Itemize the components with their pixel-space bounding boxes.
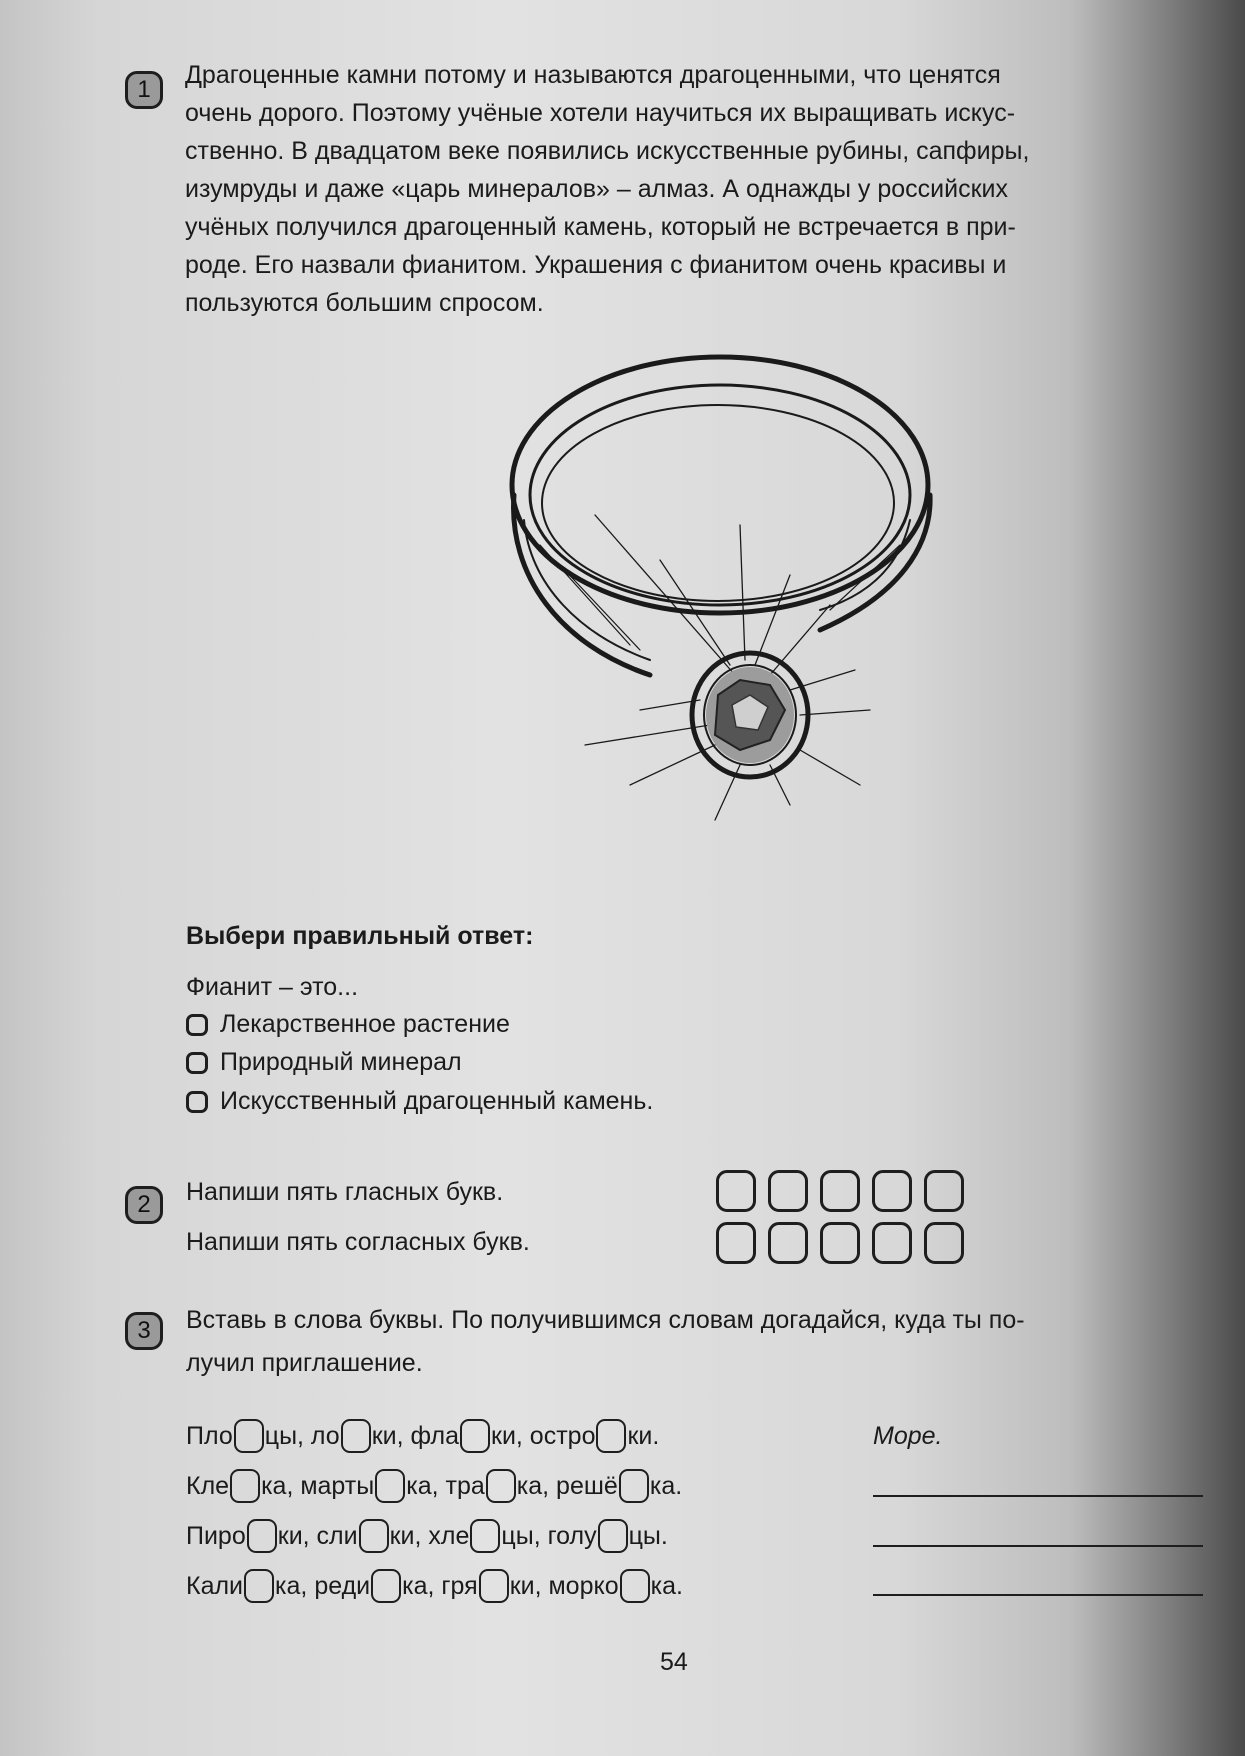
paragraph-line: изумруды и даже «царь минералов» – алмаз. А однажды у российских: [185, 175, 1008, 203]
answer-option[interactable]: [186, 1010, 510, 1039]
letter-input-box[interactable]: [820, 1170, 860, 1212]
word-fragment: ки, остро: [491, 1421, 596, 1450]
word-fragment: ки.: [627, 1421, 660, 1450]
missing-letter-box[interactable]: [244, 1569, 274, 1603]
paragraph-line: Драгоценные камни потому и называются драгоценными, что ценятся: [185, 61, 1001, 89]
word-fragment: ки, фла: [371, 1421, 460, 1450]
missing-letter-box[interactable]: [619, 1469, 649, 1503]
letter-input-box[interactable]: [768, 1222, 808, 1264]
word-fragment: ка.: [650, 1571, 683, 1600]
missing-letter-box[interactable]: [596, 1419, 626, 1453]
answer-option-label: Лекарственное растение: [220, 1010, 510, 1038]
word-fragment: ки, сли: [277, 1521, 358, 1550]
letter-input-box[interactable]: [924, 1170, 964, 1212]
word-fragment: ка, гря: [402, 1571, 478, 1600]
word-fragment: Кали: [186, 1571, 244, 1600]
word-fragment: ки, хле: [389, 1521, 470, 1550]
missing-letter-box[interactable]: [375, 1469, 405, 1503]
checkbox[interactable]: [186, 1052, 208, 1074]
checkbox[interactable]: [186, 1014, 208, 1036]
word-row: [186, 1566, 683, 1606]
word-row: [186, 1466, 682, 1506]
word-fragment: Кле: [186, 1471, 230, 1500]
task3-instruction-line1: Вставь в слова буквы. По получившимся словам догадайся, куда ты по-: [186, 1306, 1025, 1334]
missing-letter-box[interactable]: [247, 1519, 277, 1553]
page-number: 54: [660, 1648, 688, 1676]
word-fragment: Пиро: [186, 1521, 246, 1550]
answer-option[interactable]: [186, 1087, 653, 1116]
missing-letter-box[interactable]: [230, 1469, 260, 1503]
task2-vowels-prompt: Напиши пять гласных букв.: [186, 1178, 504, 1206]
letter-input-box[interactable]: [768, 1170, 808, 1212]
vowel-answer-boxes: [716, 1170, 964, 1212]
answer-option-label: Природный минерал: [220, 1048, 462, 1076]
missing-letter-box[interactable]: [359, 1519, 389, 1553]
word-fragment: ка.: [649, 1471, 683, 1500]
letter-input-box[interactable]: [820, 1222, 860, 1264]
letter-input-box[interactable]: [872, 1222, 912, 1264]
instruction-heading: Выбери правильный ответ:: [186, 922, 534, 950]
task3-instruction-line2: лучил приглашение.: [186, 1349, 423, 1377]
word-fragment: ка, реди: [275, 1571, 371, 1600]
answer-line[interactable]: [873, 1594, 1203, 1596]
question-text: Фианит – это...: [186, 973, 359, 1001]
missing-letter-box[interactable]: [460, 1419, 490, 1453]
example-answer: Море.: [873, 1422, 943, 1450]
missing-letter-box[interactable]: [486, 1469, 516, 1503]
letter-input-box[interactable]: [872, 1170, 912, 1212]
word-fragment: ка, решё: [516, 1471, 618, 1500]
answer-line[interactable]: [873, 1495, 1203, 1497]
word-fragment: ки, морко: [509, 1571, 619, 1600]
paragraph-line: очень дорого. Поэтому учёные хотели научиться их выращивать искус-: [185, 99, 1016, 127]
word-row: [186, 1416, 659, 1456]
answer-line[interactable]: [873, 1545, 1203, 1547]
ring-with-gemstone-icon: [500, 345, 960, 825]
missing-letter-box[interactable]: [234, 1419, 264, 1453]
checkbox[interactable]: [186, 1091, 208, 1113]
consonant-answer-boxes: [716, 1222, 964, 1264]
missing-letter-box[interactable]: [598, 1519, 628, 1553]
missing-letter-box[interactable]: [479, 1569, 509, 1603]
word-fragment: ка, тра: [406, 1471, 485, 1500]
word-fragment: цы, голу: [501, 1521, 597, 1550]
letter-input-box[interactable]: [716, 1170, 756, 1212]
task-number-badge: 2: [125, 1186, 163, 1224]
missing-letter-box[interactable]: [470, 1519, 500, 1553]
answer-option-label: Искусственный драгоценный камень.: [220, 1087, 654, 1115]
task-number-badge: 1: [125, 71, 163, 109]
task1-paragraph: [185, 56, 1029, 322]
word-fragment: Пло: [186, 1421, 233, 1450]
paragraph-line: учёных получился драгоценный камень, который не встречается в при-: [185, 213, 1016, 241]
task2-consonants-prompt: Напиши пять согласных букв.: [186, 1228, 530, 1256]
missing-letter-box[interactable]: [341, 1419, 371, 1453]
missing-letter-box[interactable]: [371, 1569, 401, 1603]
paragraph-line: пользуются большим спросом.: [185, 289, 544, 317]
word-fragment: ка, марты: [261, 1471, 375, 1500]
word-fragment: цы.: [628, 1521, 668, 1550]
letter-input-box[interactable]: [924, 1222, 964, 1264]
letter-input-box[interactable]: [716, 1222, 756, 1264]
paragraph-line: ственно. В двадцатом веке появились искусственные рубины, сапфиры,: [185, 137, 1030, 165]
answer-option[interactable]: [186, 1048, 462, 1077]
task-number-badge: 3: [125, 1312, 163, 1350]
word-fragment: цы, ло: [264, 1421, 340, 1450]
word-row: [186, 1516, 668, 1556]
missing-letter-box[interactable]: [620, 1569, 650, 1603]
paragraph-line: роде. Его назвали фианитом. Украшения с фианитом очень красивы и: [185, 251, 1007, 279]
